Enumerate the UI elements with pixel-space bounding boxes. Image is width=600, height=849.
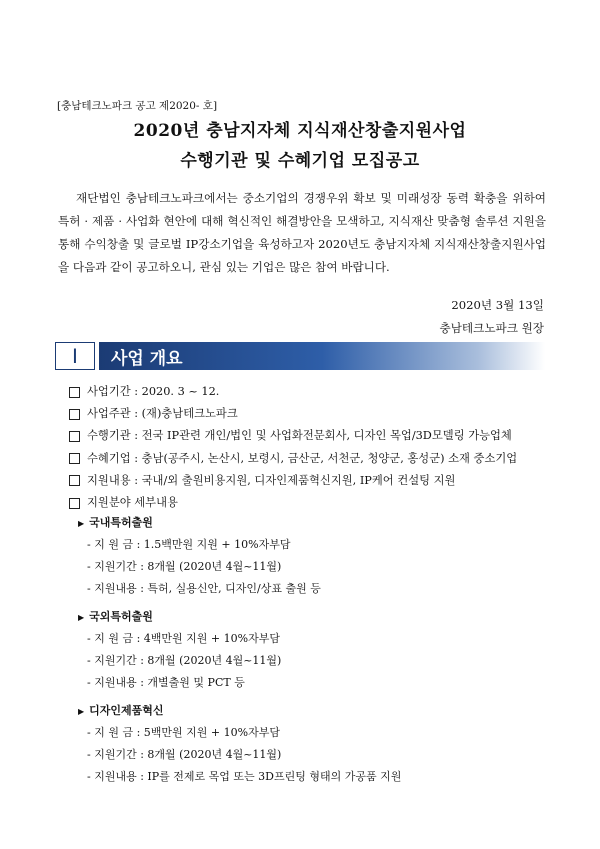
section-header xyxy=(55,342,545,370)
signer: 충남테크노파크 원장 xyxy=(439,321,544,335)
detail-line: - 지원내용 : 개별출원 및 PCT 등 xyxy=(87,676,245,689)
triangle-bullet-icon: ▶ xyxy=(78,518,85,528)
section-number: Ⅰ xyxy=(55,342,95,370)
checkbox-icon xyxy=(69,387,80,398)
page-title: 2020년 충남지자체 지식재산창출지원사업 xyxy=(133,121,467,141)
page-subtitle: 수행기관 및 수혜기업 모집공고 xyxy=(180,151,420,171)
list-item: 수행기관 : 전국 IP관련 개인/법인 및 사업화전문회사, 디자인 목업/3D모델링 가능업체 xyxy=(69,425,559,447)
detail-line: - 지원기간 : 8개월 (2020년 4월~11월) xyxy=(87,654,282,667)
support-group-design: ▶ 디자인제품혁신 - 지 원 금 : 5백만원 지원 + 10%자부담 - 지원기간 : 8개월 (2020년 4월~11월) - 지원내용 : IP를 전제로 목업 또는 3D프린팅 형태의 가공품 지원 xyxy=(78,700,558,788)
detail-line: - 지원기간 : 8개월 (2020년 4월~11월) xyxy=(87,748,282,761)
checkbox-icon xyxy=(69,409,80,420)
intro-paragraph xyxy=(58,187,546,279)
detail-line: - 지 원 금 : 5백만원 지원 + 10%자부담 xyxy=(87,726,280,739)
announcement-date: 2020년 3월 13일 xyxy=(451,298,544,312)
checkbox-icon xyxy=(69,453,80,464)
checkbox-icon xyxy=(69,498,80,509)
list-item: 사업주관 : (재)충남테크노파크 xyxy=(69,403,559,425)
overview-list xyxy=(69,381,559,514)
checkbox-icon xyxy=(69,475,80,486)
checkbox-icon xyxy=(69,431,80,442)
intro-text: 재단법인 충남테크노파크에서는 중소기업의 경쟁우위 확보 및 미래성장 동력 확충을 위하여 특허 · 제품 · 사업화 현안에 대해 혁신적인 해결방안을 모색하고, 지식재산 맞춤형 솔루션 지원을 통해 수익창출 및 글로벌 IP강소기업을 육성하고자 2020년도 충남지자체 지식재산창출지원사업을 다음과 같이 공고하오니, 관심 있는 기업은 많은 참여 바랍니다. xyxy=(58,191,546,274)
triangle-bullet-icon: ▶ xyxy=(78,612,85,622)
list-item: 지원분야 세부내용 xyxy=(69,492,559,514)
triangle-bullet-icon: ▶ xyxy=(78,706,85,716)
section-title: 사업 개요 xyxy=(99,342,545,370)
detail-line: - 지원내용 : IP를 전제로 목업 또는 3D프린팅 형태의 가공품 지원 xyxy=(87,770,402,783)
detail-line: - 지 원 금 : 1.5백만원 지원 + 10%자부담 xyxy=(87,538,291,551)
list-item: 수혜기업 : 충남(공주시, 논산시, 보령시, 금산군, 서천군, 청양군, 홍성군) 소재 중소기업 xyxy=(69,448,559,470)
detail-line: - 지 원 금 : 4백만원 지원 + 10%자부담 xyxy=(87,632,280,645)
list-item: 사업기간 : 2020. 3 ~ 12. xyxy=(69,381,559,403)
support-group-foreign: ▶ 국외특허출원 - 지 원 금 : 4백만원 지원 + 10%자부담 - 지원기간 : 8개월 (2020년 4월~11월) - 지원내용 : 개별출원 및 PCT 등 xyxy=(78,606,558,694)
detail-line: - 지원내용 : 특허, 실용신안, 디자인/상표 출원 등 xyxy=(87,582,321,595)
list-item: 지원내용 : 국내/외 출원비용지원, 디자인제품혁신지원, IP케어 컨설팅 지원 xyxy=(69,470,559,492)
detail-line: - 지원기간 : 8개월 (2020년 4월~11월) xyxy=(87,560,282,573)
notice-number: [충남테크노파크 공고 제2020- 호] xyxy=(57,100,218,112)
support-group-domestic: ▶ 국내특허출원 - 지 원 금 : 1.5백만원 지원 + 10%자부담 - 지원기간 : 8개월 (2020년 4월~11월) - 지원내용 : 특허, 실용신안, 디자인/상표 출원 등 xyxy=(78,512,558,600)
